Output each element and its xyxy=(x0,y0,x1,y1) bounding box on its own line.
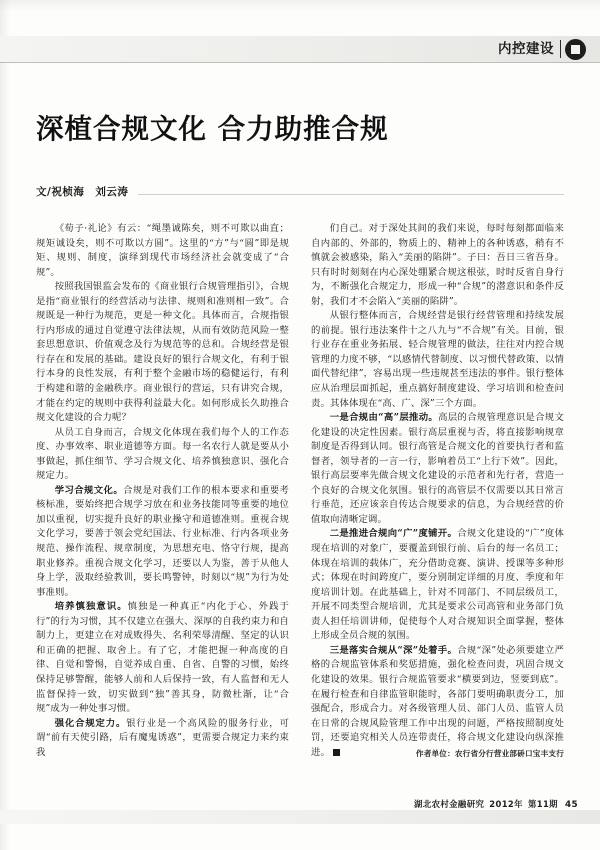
header-underline xyxy=(0,62,600,63)
paragraph-text: 银行业是一个高风险的服务行业，可谓“前有天使引路，后有魔鬼诱惑”，更需要合规定力来约束我 xyxy=(36,717,289,758)
title-block xyxy=(36,112,564,146)
page-footer xyxy=(0,799,600,824)
journal-name: 湖北农村金融研究 xyxy=(414,799,485,809)
author-byline: 文/祝桢海 刘云涛 xyxy=(36,186,129,198)
scan-edge-top xyxy=(0,0,600,12)
paragraph xyxy=(36,484,289,600)
paragraph xyxy=(36,600,289,716)
coin-icon xyxy=(565,39,586,60)
page-title: 深植合规文化 合力助推合规 xyxy=(36,113,389,145)
paragraph-lead: 强化合规定力。 xyxy=(54,717,127,729)
paragraph xyxy=(36,717,289,761)
paragraph-lead: 学习合规文化。 xyxy=(54,484,124,496)
paragraph: 《荀子·礼论》有云：“绳墨诚陈矣，则不可欺以曲直；规矩诚设矣，则不可欺以方圆”。这里的“方”与“圆”即是规矩、规则、制度，演绎到现代市场经济社会就变成了“合规”。 xyxy=(36,223,289,278)
paragraph: 从银行整体而言，合规经营是银行经营管理和持续发展的前提。银行违法案件十之八九与“不合规”有关。目前，银行业存在重业务拓展、轻合规管理的做法，往往对内控合规管理的力度不够，“以感情代替制度、以习惯代替政策、以情面代替纪律”，容易出现一些违规甚至违法的事件。银行整体应从治理层面抓起，重点搞好制度建设、学习培训和检查问责。其体体现在“高、广、深”三个方面。 xyxy=(311,310,564,409)
footer-citation xyxy=(414,798,578,810)
paragraph-text: 慎独是一种真正“内化于心、外践于行”的行为习惯，其不仅建立在强大、深厚的自我约束力和自制力上，更建立在对成败得失、名利荣辱清醒、坚定的认识和正确的把握、取舍上。有了它，才能把握一种高度的自律、自觉和警惕，自觉养成自重、自省、自警的习惯，始终保持足够警醒，能够人前和人后保持一致，有人监督和无人监督保持一致，切实做到“独”善其身，防微杜渐，让“合规”成为一种处事习惯。 xyxy=(36,601,289,715)
paragraph: 按照我国银监会发布的《商业银行合规管理指引》，合规是指“商业银行的经营活动与法律、规则和准则相一致”。合规既是一种行为规范，更是一种文化。具体而言，合规指银行内形成的通过自觉遵守法律法规，从而有效防范风险一整套思想意识、价值观念及行为规范等的总和。合规经营是银行存在和发展的基础。建设良好的银行合规文化，有利于银行本身的良性发展，有利于整个金融市场的稳健运行，有利于构建和谐的金融秩序。商业银行的营运，只有讲究合规，才能在约定的规则中获得利益最大化。如何形成长久助推合规文化建设的合力呢？ xyxy=(36,281,289,424)
footer-band-fill xyxy=(0,810,600,824)
paragraph: 从员工自身而言，合规文化体现在我们每个人的工作态度、办事效率、职业道德等方面。每一名农行人就是要从小事做起，抓住细节、学习合规文化、培养慎独意识、强化合规定力。 xyxy=(36,426,289,482)
byline-rule xyxy=(138,194,564,195)
running-header xyxy=(0,36,600,62)
paragraph-text: 高层的合规管理意识是合规文化建设的决定性因素。银行高层重视与否，将直接影响规章制度是否得到认同。银行高管是合规文化的首要执行者和监督者，领导者的一言一行，影响着员工“上行下效”。因此，银行高层要率先做合规文化建设的示范者和先行者，营造一个良好的合规文化氛围。银行的高管层不仅需要以其日常言行垂范，还应该亲自传达合规要求的信息，为合规经营的价值取向清晰定调。 xyxy=(311,412,564,525)
scan-edge-left xyxy=(0,0,10,850)
journal-issue: 第11期 xyxy=(527,799,558,809)
paragraph xyxy=(311,644,564,760)
section-label: 内控建设 xyxy=(498,41,554,57)
author-affiliation: 作者单位：农行省分行营业部硚口宝丰支行 xyxy=(415,749,564,758)
section-tab xyxy=(490,36,586,62)
page-number: 45 xyxy=(564,800,578,810)
paragraph xyxy=(311,527,564,643)
paragraph-lead: 二是推进合规向“广”度铺开。 xyxy=(329,528,458,540)
left-column xyxy=(36,222,289,767)
header-divider xyxy=(560,40,561,58)
paragraph-lead: 培养慎独意识。 xyxy=(54,601,128,613)
paragraph-text: 合规文化建设的“广”度体现在培训的对象广，要覆盖到银行前、后台的每一名员工；体现在培训的载体广，充分借助竞赛、演讲、授课等多种形式；体现在时间跨度广，要分别制定详细的月度、季度和年度培训计划。在此基础上，针对不同部门、不同层级员工，开展不同类型合规培训，尤其是要求公司高管和业务部门负责人担任培训讲师，促使每个人对合规知识全面掌握，整体上形成全员合规的氛围。 xyxy=(311,528,564,642)
paragraph-text: 合规“深”处必须要建立严格的合规监管体系和奖惩措施，强化检查问责，巩固合规文化建设的效果。银行合规监管要求“横要到边，竖要到底”。在履行检查和自律监管职能时，各部门要明确职责分工，加强配合，形成合力。对各级管理人员、部门人员、监管人员在日常的合规风险管理工作中出现的问题，严格按照制度处罚，还要追究相关人员连带责任，将合规文化建设向纵深推进。 xyxy=(311,644,564,758)
journal-year: 2012年 xyxy=(489,799,523,809)
article-body xyxy=(36,222,564,767)
paragraph-lead: 一是合规由“高”层推动。 xyxy=(329,412,439,424)
paragraph-text: 合规是对我们工作的根本要求和重要考核标准，要始终把合规学习放在和业务技能同等重要的地位加以重视，切实提升良好的职业操守和道德准则。重视合规文化学习，要善于领会党纪国法、行业标准、行内各项业务规范、操作流程、规章制度，为思想充电、恪守行规，提高职业修养。重视合规文化学习，还要以人为鉴，善于从他人身上学，汲取经验教训，要长鸣警钟，时刻以“规”为行为处事准则。 xyxy=(36,484,289,598)
paragraph xyxy=(311,411,564,527)
right-column xyxy=(311,222,564,767)
paragraph-lead: 三是落实合规从“深”处着手。 xyxy=(329,644,458,656)
byline-block xyxy=(36,184,564,199)
paragraph: 们自己。对于深处其间的我们来说，每时每刻都面临来自内部的、外部的，物质上的、精神上的各种诱惑，稍有不慎就会被感染，陷入“美丽的陷阱”。子曰：吾日三省吾身。只有时时刻刻在内心深处绷紧合规这根弦，时时反省自身行为，不断强化合规定力，形成一种“合规”的潜意识和条件反射，我们才不会陷入“美丽的陷阱”。 xyxy=(311,223,564,307)
